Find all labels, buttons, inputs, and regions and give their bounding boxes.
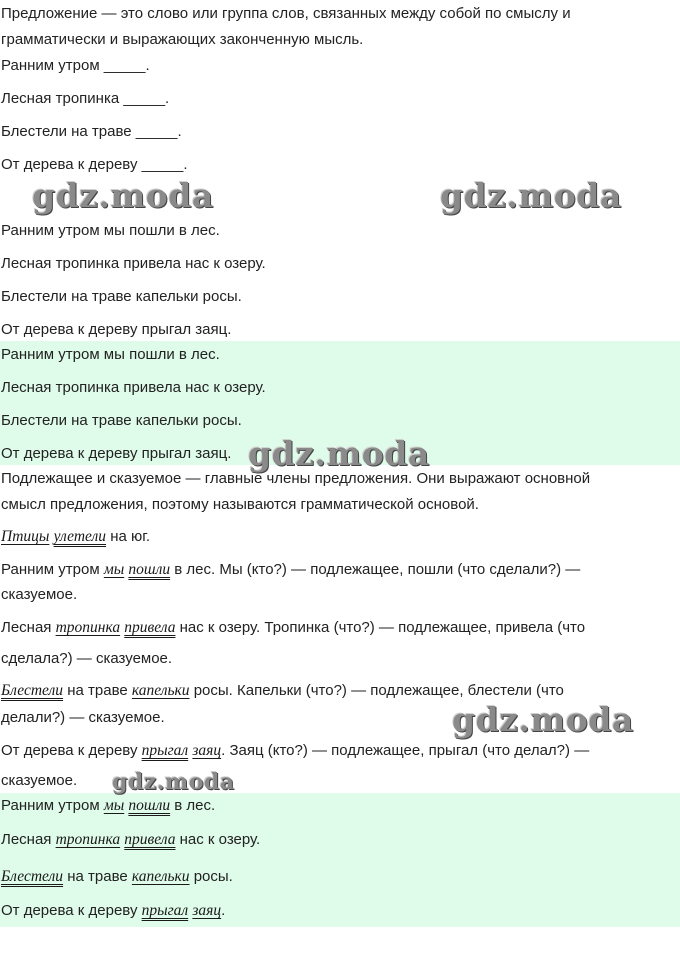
subject-word: тропинка [55, 831, 121, 848]
definition-line-2: грамматически и выражающих законченную мысль. [1, 31, 364, 48]
subject-word: мы [103, 561, 125, 578]
blank-sentence-3: Блестели на траве _____. [1, 123, 182, 140]
analysis-3-line-2: делали?) — сказуемое. [1, 709, 165, 726]
predicate-word: прыгал [141, 742, 189, 759]
plain-text: в лес. [170, 797, 216, 814]
predicate-word: прыгал [141, 902, 189, 919]
plain-text: нас к озеру. [175, 831, 261, 848]
analysis-2-line-2: сделала?) — сказуемое. [1, 650, 173, 667]
answer-sentence-3: Блестели на траве капельки росы. [1, 288, 242, 305]
watermark-logo: gdz.moda [32, 176, 214, 215]
final-sentence-3 [1, 867, 233, 887]
analysis-1-line-1 [1, 560, 580, 580]
plain-text: . [221, 902, 226, 919]
subject-word: капельки [131, 682, 190, 699]
plain-text: в лес. Мы (кто?) — подлежащее, пошли (что сделали?) — [170, 561, 581, 578]
plain-text: на траве [63, 868, 132, 885]
plain-text: Ранним утром [1, 797, 104, 814]
predicate-word: пошли [128, 797, 171, 814]
plain-text: От дерева к дереву [1, 902, 142, 919]
theory-line-1: Подлежащее и сказуемое — главные члены предложения. Они выражают основной [1, 470, 591, 487]
predicate-word: Блестели [1, 868, 64, 885]
highlight-sentence-3: Блестели на траве капельки росы. [1, 412, 242, 429]
watermark-logo: gdz.moda [440, 176, 622, 215]
final-sentence-1 [1, 796, 215, 816]
final-sentence-2 [1, 830, 260, 850]
analysis-4-line-1 [1, 741, 589, 761]
plain-text: росы. [189, 868, 233, 885]
final-sentence-4 [1, 901, 225, 921]
plain-text: . Заяц (кто?) — подлежащее, прыгал (что делал?) — [221, 742, 590, 759]
watermark-logo: gdz.moda [112, 769, 235, 795]
answer-sentence-2: Лесная тропинка привела нас к озеру. [1, 255, 266, 272]
subject-word: мы [103, 797, 125, 814]
highlight-sentence-4: От дерева к дереву прыгал заяц. [1, 445, 232, 462]
example-sentence [1, 527, 150, 547]
analysis-3-line-1 [1, 681, 564, 701]
analysis-4-line-2: сказуемое. [1, 772, 78, 789]
analysis-1-line-2: сказуемое. [1, 586, 78, 603]
highlight-sentence-2: Лесная тропинка привела нас к озеру. [1, 379, 266, 396]
blank-sentence-4: От дерева к дереву _____. [1, 156, 188, 173]
plain-text: нас к озеру. Тропинка (что?) — подлежащее, привела (что [175, 619, 586, 636]
plain-text: От дерева к дереву [1, 742, 142, 759]
predicate-word: Блестели [1, 682, 64, 699]
plain-text: Ранним утром [1, 561, 104, 578]
plain-text: Лесная [1, 831, 56, 848]
analysis-2-line-1 [1, 618, 585, 638]
answer-sentence-4: От дерева к дереву прыгал заяц. [1, 321, 232, 338]
highlight-sentence-1: Ранним утром мы пошли в лес. [1, 346, 220, 363]
theory-line-2: смысл предложения, поэтому называются грамматической основой. [1, 496, 479, 513]
subject-word: заяц [192, 742, 222, 759]
blank-sentence-1: Ранним утром _____. [1, 57, 150, 74]
watermark-logo: gdz.moda [452, 700, 634, 739]
predicate-word: пошли [128, 561, 171, 578]
watermark-logo: gdz.moda [248, 434, 430, 473]
definition-line-1: Предложение — это слово или группа слов, связанных между собой по смыслу и [1, 5, 571, 22]
predicate-word: привела [124, 619, 176, 636]
subject-word: Птицы [1, 528, 50, 545]
subject-word: заяц [192, 902, 222, 919]
blank-sentence-2: Лесная тропинка _____. [1, 90, 170, 107]
subject-word: тропинка [55, 619, 121, 636]
predicate-word: улетели [53, 528, 107, 545]
answer-sentence-1: Ранним утром мы пошли в лес. [1, 222, 220, 239]
subject-word: капельки [131, 868, 190, 885]
plain-text: Лесная [1, 619, 56, 636]
plain-text: росы. Капельки (что?) — подлежащее, блестели (что [189, 682, 564, 699]
predicate-word: привела [124, 831, 176, 848]
plain-text: на траве [63, 682, 132, 699]
plain-text: на юг. [106, 528, 151, 545]
